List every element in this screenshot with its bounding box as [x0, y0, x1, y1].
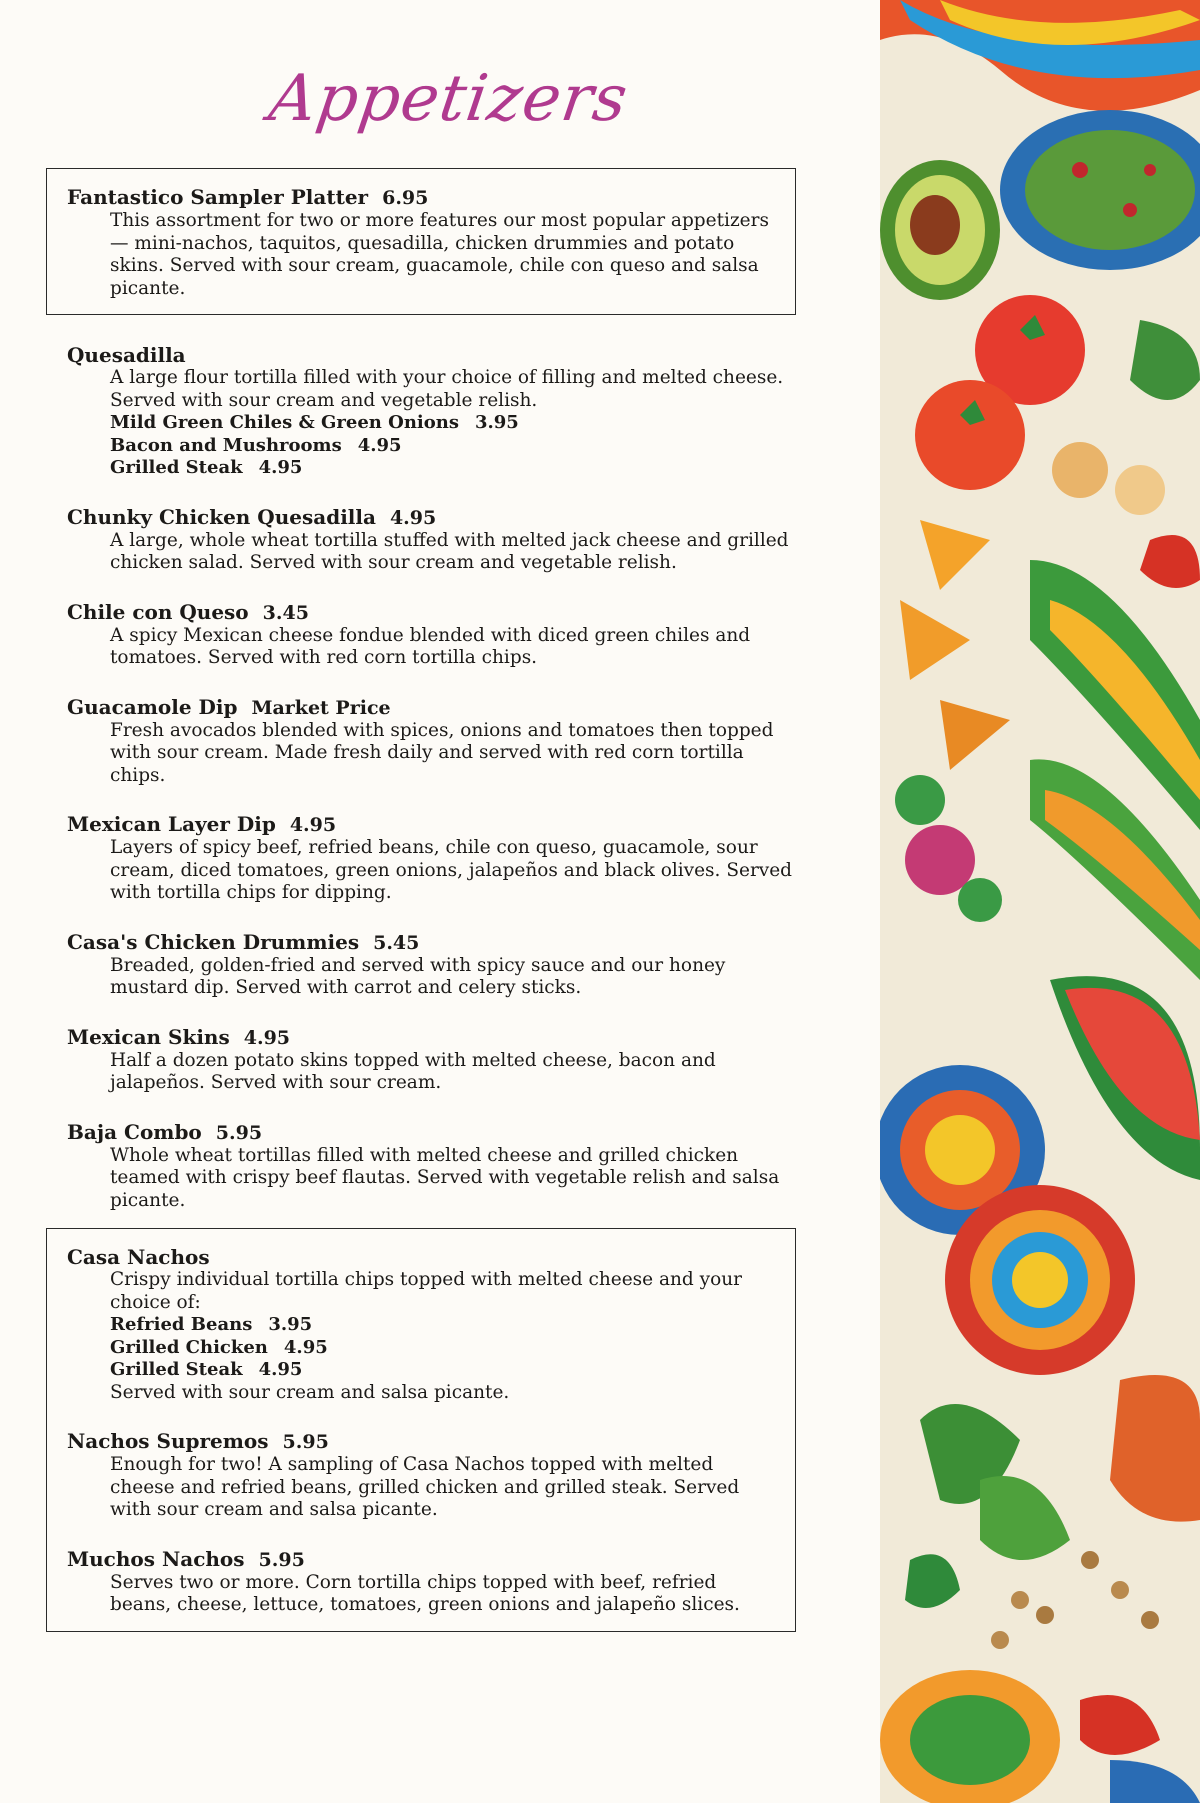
item-description: Whole wheat tortillas filled with melted cheese and grilled chicken teamed with crispy beef flautas. Served with vegetable relish and salsa picante. [110, 1144, 780, 1211]
item-description: Breaded, golden-fried and served with spicy sauce and our honey mustard dip. Served with carrot and celery sticks. [110, 954, 726, 998]
menu-item-chile-con-queso [67, 600, 796, 670]
item-name: Muchos Nachos [67, 1546, 245, 1571]
item-name: Chunky Chicken Quesadilla [67, 504, 376, 529]
item-name: Nachos Supremos [67, 1429, 269, 1453]
item-description: Fresh avocados blended with spices, onions and tomatoes then topped with sour cream. Made fresh daily and served with red corn tortilla chips. [110, 719, 774, 786]
menu-item-sampler [67, 185, 775, 300]
menu-item-muchos-nachos [67, 1547, 775, 1617]
item-price: 5.95 [215, 1121, 263, 1144]
food-art-svg [880, 0, 1200, 1803]
option-price: 4.95 [283, 1336, 328, 1358]
option-name: Grilled Steak [110, 457, 243, 478]
option-line [110, 1337, 775, 1360]
menu-item-chicken-drummies [67, 930, 796, 1000]
nachos-box [46, 1228, 796, 1632]
item-price: 4.95 [389, 506, 437, 529]
item-price: 5.95 [282, 1431, 329, 1453]
item-name: Baja Combo [67, 1119, 202, 1144]
item-price: 3.45 [262, 601, 309, 624]
item-description: Serves two or more. Corn tortilla chips topped with beef, refried beans, cheese, lettuce, tomatoes, green onions and jalapeño slices. [110, 1571, 740, 1615]
option-price: 4.95 [258, 1359, 303, 1380]
item-price: 5.45 [373, 931, 420, 954]
option-line [110, 1359, 775, 1382]
menu-item-quesadilla [67, 343, 796, 480]
item-description: Crispy individual tortilla chips topped with melted cheese and your choice of: [110, 1269, 742, 1313]
option-line [110, 1314, 775, 1337]
item-price: Market Price [251, 696, 391, 719]
option-line [110, 435, 796, 458]
item-description: Enough for two! A sampling of Casa Nachos topped with melted cheese and refried beans, grilled chicken and grilled steak. Served with sour cream and salsa picante. [110, 1454, 740, 1520]
item-price: 4.95 [243, 1026, 291, 1049]
page-title: Appetizers [264, 62, 633, 136]
item-name: Casa's Chicken Drummies [67, 929, 360, 954]
item-description: This assortment for two or more features our most popular appetizers — mini-nachos, taquitos, quesadilla, chicken drummies and potato skins. Served with sour cream, guacamole, chile con queso and salsa picante. [110, 210, 769, 299]
menu-item-baja-combo [67, 1120, 796, 1213]
item-name: Quesadilla [67, 343, 186, 367]
option-line [110, 457, 796, 480]
menu-item-nachos-supremos [67, 1429, 775, 1522]
option-name: Grilled Chicken [110, 1336, 268, 1358]
option-price: 3.95 [474, 412, 519, 433]
item-name: Fantastico Sampler Platter [67, 185, 369, 209]
item-name: Chile con Queso [67, 599, 249, 624]
menu-item-casa-nachos [67, 1245, 775, 1404]
menu-item-mexican-layer-dip [67, 812, 796, 905]
item-name: Casa Nachos [67, 1245, 210, 1269]
sampler-box [46, 168, 796, 315]
item-price: 6.95 [382, 187, 429, 209]
decorative-food-illustration [880, 0, 1200, 1803]
item-description: A large flour tortilla filled with your choice of filling and melted cheese. Served with sour cream and vegetable relish. [110, 367, 784, 411]
menu-item-chunky-chicken-quesadilla [67, 505, 796, 575]
item-price: 5.95 [258, 1548, 305, 1571]
option-name: Mild Green Chiles & Green Onions [110, 412, 459, 433]
appetizer-menu [46, 168, 796, 1660]
menu-item-guacamole-dip [67, 695, 796, 788]
item-name: Mexican Skins [67, 1024, 230, 1049]
item-name: Mexican Layer Dip [67, 812, 276, 836]
item-footer: Served with sour cream and salsa picante. [110, 1381, 510, 1403]
option-price: 4.95 [357, 434, 402, 456]
appetizer-list [46, 343, 796, 1212]
item-description: Half a dozen potato skins topped with melted cheese, bacon and jalapeños. Served with sour cream. [110, 1049, 716, 1093]
option-name: Grilled Steak [110, 1359, 243, 1380]
item-description: A spicy Mexican cheese fondue blended with diced green chiles and tomatoes. Served with red corn tortilla chips. [110, 624, 751, 668]
option-price: 4.95 [258, 457, 303, 478]
item-price: 4.95 [289, 814, 337, 836]
menu-item-mexican-skins [67, 1025, 796, 1095]
option-name: Refried Beans [110, 1314, 253, 1335]
option-name: Bacon and Mushrooms [110, 434, 342, 456]
option-line [110, 412, 796, 435]
item-description: Layers of spicy beef, refried beans, chile con queso, guacamole, sour cream, diced tomatoes, green onions, jalapeños and black olives. Served with tortilla chips for dipping. [110, 837, 793, 903]
option-price: 3.95 [268, 1314, 313, 1335]
item-name: Guacamole Dip [67, 694, 238, 719]
item-description: A large, whole wheat tortilla stuffed with melted jack cheese and grilled chicken salad. Served with sour cream and vegetable relish. [110, 529, 789, 573]
